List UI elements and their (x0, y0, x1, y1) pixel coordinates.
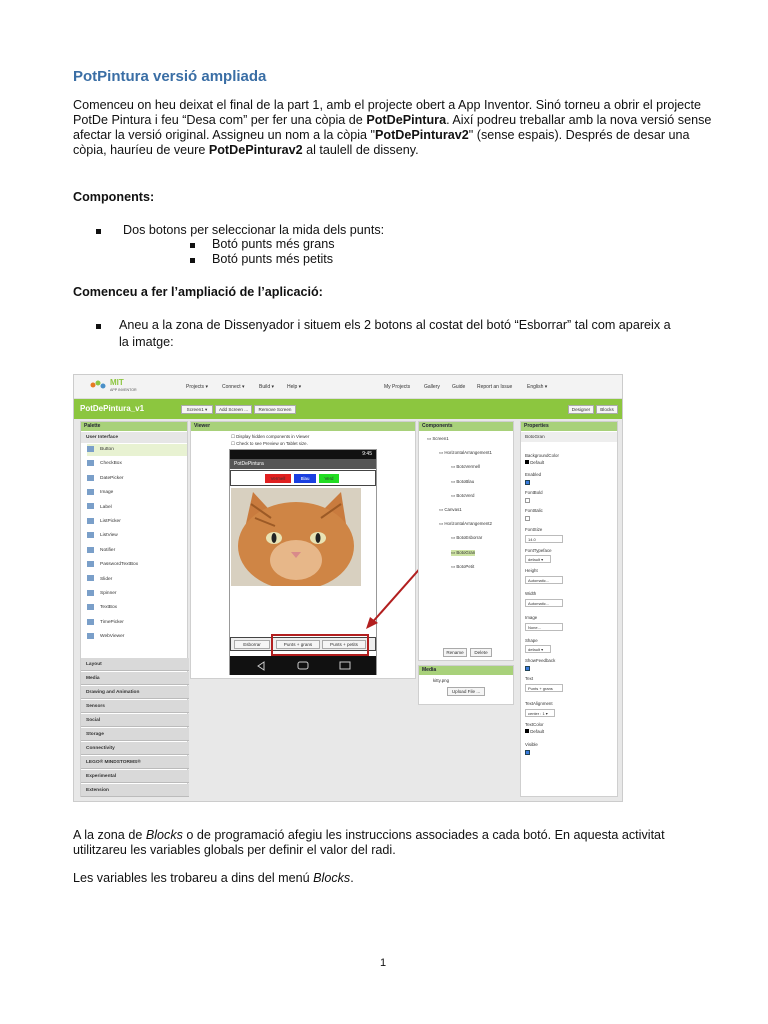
viewer-tablet-checkbox[interactable]: ☐ Check to see Preview on Tablet size. (231, 441, 308, 446)
palette-item-label: Slider (100, 576, 113, 582)
prop-height-input[interactable]: Automatic... (525, 576, 563, 584)
component-icon: ▭ (451, 549, 457, 555)
palette-item-webviewer[interactable] (87, 631, 187, 643)
palette-category[interactable]: Social (81, 714, 189, 727)
prop-fontitalic-label: FontItalic (525, 508, 543, 513)
palette-item-label: ListPicker (100, 519, 121, 524)
blocks-button[interactable]: Blocks (596, 405, 618, 414)
tree-item-label: BotoPetit (456, 563, 475, 569)
palette-category[interactable]: Layout (81, 658, 189, 671)
green-button[interactable]: Verd (319, 474, 339, 483)
prop-textalign-select[interactable]: center : 1 ▾ (525, 709, 555, 717)
components-heading: Components: (73, 190, 155, 204)
canvas-cat-image[interactable] (231, 488, 361, 586)
top-menu-bar (74, 375, 622, 399)
clear-button[interactable]: Esborrar (234, 640, 270, 649)
prop-enabled-checkbox[interactable] (525, 480, 530, 485)
prop-showfeedback-checkbox[interactable] (525, 666, 530, 671)
bullet-buttons: Dos botons per seleccionar la mida dels punts: (123, 223, 385, 237)
palette-item-notifier[interactable] (87, 545, 187, 557)
prop-enabled-label: Enabled (525, 472, 542, 477)
menu-build[interactable]: Build ▾ (259, 384, 275, 390)
intro-text: Comenceu on heu deixat el final de la part 1, amb el projecte obert a App Inventor. Sinó torneu a obrir el projecte PotDe Pintura i feu “Desa com” per fer una còpia de (73, 98, 701, 127)
tree-item-label: BotoBlau (456, 478, 475, 484)
menu-gallery[interactable]: Gallery (424, 384, 440, 390)
tree-item-label: BotoEsborrar (456, 535, 483, 541)
variables-text-pre: Les variables les trobareu a dins del menú (73, 871, 314, 885)
textbox-icon (87, 604, 94, 610)
palette-item-button[interactable] (87, 444, 187, 456)
prop-fontsize-label: FontSize (525, 527, 543, 532)
menu-connect[interactable]: Connect ▾ (222, 384, 245, 390)
menu-language[interactable]: English ▾ (527, 384, 548, 390)
variables-text-em: Blocks (313, 871, 351, 885)
prop-image-label: Image (525, 615, 538, 620)
blocks-text-post: o de programació afegiu les instruccions associades a cada botó. En aquesta activitat (182, 828, 665, 842)
palette-category[interactable]: Experimental (81, 770, 189, 783)
properties-title: Properties (521, 422, 617, 431)
sub-bullet-small: Botó punts més petits (212, 252, 334, 266)
prop-visible-checkbox[interactable] (525, 750, 530, 755)
sub-bullet-marker (190, 237, 195, 252)
prop-fontbold-checkbox[interactable] (525, 498, 530, 503)
intro-text: al taulell de disseny. (302, 143, 419, 157)
phone-nav-bar (230, 656, 376, 675)
menu-projects[interactable]: Projects ▾ (186, 384, 208, 390)
rename-button[interactable]: Rename (443, 648, 467, 657)
phone-status-bar (230, 450, 376, 459)
palette-item-slider[interactable] (87, 574, 187, 586)
bullet-marker (96, 318, 101, 333)
label-icon (87, 503, 94, 509)
slider-icon (87, 575, 94, 581)
palette-category[interactable]: Storage (81, 728, 189, 741)
tree-item-botoblau[interactable] (451, 479, 474, 485)
component-icon: ▭ (451, 464, 457, 470)
palette-item-label: Notifier (100, 547, 116, 553)
blocks-text-line2: utilitzareu les variables globals per definir el valor del radi. (73, 843, 396, 857)
properties-component: BotoGran (521, 432, 617, 442)
bullet-designer-line1: Aneu a la zona de Dissenyador i situem els 2 botons al costat del botó “Esborrar” tal com apareix a (119, 318, 671, 332)
logo-main: MIT (110, 378, 124, 387)
tree-item-botoverd[interactable] (451, 493, 474, 499)
palette-item-label: CheckBox (100, 461, 122, 467)
sub-bullet-big: Botó punts més grans (212, 237, 335, 251)
color-buttons-row (230, 470, 376, 486)
prop-text-input[interactable]: Punts + grans (525, 684, 563, 692)
project-toolbar (74, 399, 622, 419)
notifier-icon (87, 547, 94, 553)
palette-panel (80, 421, 188, 797)
highlight-box (271, 634, 369, 656)
prop-width-label: Width (525, 591, 537, 596)
component-icon: ▭ (439, 507, 445, 512)
blocks-paragraph (73, 828, 713, 858)
timepicker-icon (87, 619, 94, 625)
prop-shape-label: Shape (525, 638, 538, 643)
prop-textcolor-label: TextColor (525, 722, 544, 727)
blue-button[interactable]: Blau (294, 474, 316, 483)
palette-item-datepicker[interactable] (87, 473, 187, 485)
component-icon: ▭ (439, 521, 445, 527)
tree-item-label: HorizontalArrangement2 (444, 521, 492, 527)
media-file[interactable]: kitty.png (433, 678, 450, 683)
bullet-marker (96, 223, 101, 238)
menu-my-projects[interactable]: My Projects (384, 384, 411, 390)
intro-text: . Així podreu treballar amb la nova versió sense afectar la versió original. Assigneu un nom a la còpia " (73, 113, 712, 142)
menu-help[interactable]: Help ▾ (287, 384, 302, 390)
palette-item-passwordtextbox[interactable] (87, 559, 187, 571)
prop-image-input[interactable]: None... (525, 623, 563, 631)
tree-item-label: BotoVerd (456, 492, 475, 498)
prop-typeface-select[interactable]: default ▾ (525, 555, 551, 563)
prop-bgcolor-label: BackgroundColor (525, 453, 559, 458)
component-icon: ▭ (439, 450, 445, 456)
palette-item-image[interactable] (87, 487, 187, 499)
tree-item-label: BotoVermell (456, 464, 481, 470)
media-title: Media (419, 666, 513, 675)
prop-fontsize-input[interactable]: 14.0 (525, 535, 563, 543)
viewer-title: Viewer (191, 422, 415, 431)
palette-item-label: DatePicker (100, 475, 124, 481)
prop-textalign-label: TextAlignment (525, 701, 553, 706)
menu-guide[interactable]: Guide (452, 384, 466, 390)
passwordtextbox-icon (87, 561, 94, 567)
palette-item-label: TextBox (100, 605, 118, 611)
big-dots-button[interactable]: Punts + grans (276, 640, 320, 649)
page-number: 1 (380, 957, 387, 969)
palette-item-label: TimePicker (100, 619, 124, 625)
add-screen-button[interactable]: Add Screen ... (215, 405, 252, 414)
sub-bullet-marker (190, 252, 195, 267)
palette-item-checkbox[interactable] (87, 458, 187, 470)
tree-item-label: BotoGran (456, 549, 476, 555)
media-panel (418, 665, 514, 705)
tree-item-label: HorizontalArrangement1 (444, 450, 492, 456)
image-icon (87, 489, 94, 495)
checkbox-icon (87, 460, 94, 466)
designer-button[interactable]: Designer (568, 405, 594, 414)
palette-category[interactable]: LEGO® MINDSTORMS® (81, 756, 189, 769)
phone-title-bar: PotDePintura (230, 459, 376, 469)
menu-report-issue[interactable]: Report an Issue (477, 384, 513, 390)
intro-bold: PotDePinturav2 (208, 143, 303, 157)
palette-item-spinner[interactable] (87, 588, 187, 600)
logo-sub: APP INVENTOR (110, 388, 137, 392)
blocks-text-pre: A la zona de (73, 828, 146, 842)
page-title: PotPintura versió ampliada (73, 68, 267, 85)
variables-text-post: . (350, 871, 354, 885)
properties-panel (520, 421, 618, 797)
prop-height-label: Height (525, 568, 538, 573)
screen-select[interactable]: Screen1 ▾ (181, 405, 213, 414)
components-panel (418, 421, 514, 661)
palette-category[interactable]: Media (81, 672, 189, 685)
components-title: Components (419, 422, 513, 431)
tree-item-label: Screen1 (432, 436, 449, 441)
tree-item-label: Canvas1 (444, 507, 462, 512)
listpicker-icon (87, 518, 94, 524)
prop-showfeedback-label: ShowFeedback (525, 658, 556, 663)
component-icon: ▭ (451, 478, 457, 484)
intro-paragraph (73, 98, 713, 158)
palette-item-label[interactable] (87, 502, 187, 514)
webviewer-icon (87, 633, 94, 639)
prop-width-input[interactable]: Automatic... (525, 599, 563, 607)
small-dots-button[interactable]: Punts + petits (322, 640, 366, 649)
start-heading: Comenceu a fer l’ampliació de l’aplicació: (73, 285, 323, 299)
palette-item-timepicker[interactable] (87, 617, 187, 629)
palette-item-label: Spinner (100, 591, 117, 596)
palette-category[interactable]: Connectivity (81, 742, 189, 755)
phone-time: 9:45 (362, 451, 372, 457)
project-name: PotDePintura_v1 (80, 404, 145, 413)
bullet-designer-line2: la imatge: (119, 335, 174, 349)
prop-bgcolor-value[interactable]: Default (525, 460, 544, 465)
tree-item-screen1[interactable] (427, 436, 449, 442)
palette-category[interactable]: Drawing and Animation (81, 686, 189, 699)
tree-item-horizontalarrangement1[interactable] (439, 450, 492, 456)
tree-item-horizontalarrangement2[interactable] (439, 521, 492, 527)
remove-screen-button[interactable]: Remove Screen (254, 405, 296, 414)
mit-logo-icon (90, 379, 106, 391)
intro-bold: PotDePinturav2 (375, 128, 469, 142)
button-icon (87, 446, 94, 452)
tree-item-botovermell[interactable] (451, 464, 480, 470)
prop-shape-select[interactable]: default ▾ (525, 645, 551, 653)
tree-item-canvas1[interactable] (439, 507, 462, 513)
palette-category[interactable]: Sensors (81, 700, 189, 713)
palette-item-label: ListView (100, 533, 118, 539)
viewer-hidden-checkbox[interactable]: ☐ Display hidden components in Viewer (231, 434, 310, 439)
prop-visible-label: Visible (525, 742, 538, 747)
upload-file-button[interactable]: Upload File ... (447, 687, 485, 696)
component-icon: ▭ (427, 436, 433, 441)
prop-textcolor-value[interactable]: Default (525, 729, 544, 734)
listview-icon (87, 532, 94, 538)
component-icon: ▭ (451, 563, 457, 569)
palette-item-listview[interactable] (87, 530, 187, 542)
datepicker-icon (87, 475, 94, 481)
tree-item-botogran[interactable] (451, 550, 475, 556)
palette-title: Palette (81, 422, 187, 431)
delete-button[interactable]: Delete (470, 648, 492, 657)
prop-typeface-label: FontTypeface (525, 548, 552, 553)
palette-item-label: WebViewer (100, 634, 125, 640)
palette-category[interactable]: Extension (81, 784, 189, 797)
palette-item-label: PasswordTextBox (100, 562, 139, 568)
blocks-text-em: Blocks (145, 828, 183, 842)
component-icon: ▭ (451, 492, 457, 498)
palette-section[interactable]: User Interface (81, 432, 187, 443)
palette-item-listpicker[interactable] (87, 516, 187, 528)
palette-item-textbox[interactable] (87, 602, 187, 614)
palette-item-label: Image (100, 490, 114, 496)
tree-item-botopetit[interactable] (451, 564, 474, 570)
variables-paragraph (73, 871, 713, 886)
red-button[interactable]: Vermell (265, 474, 291, 483)
palette-item-label: Button (100, 447, 114, 452)
palette-item-label: Label (100, 504, 112, 510)
component-icon: ▭ (451, 535, 457, 541)
app-inventor-screenshot (73, 374, 623, 802)
intro-text: " (sense espais). Després de desar una còpia, hauríeu de veure (73, 128, 690, 157)
prop-text-label: Text (525, 676, 534, 681)
tree-item-botoesborrar[interactable] (451, 535, 482, 541)
spinner-icon (87, 590, 94, 596)
prop-fontitalic-checkbox[interactable] (525, 516, 530, 521)
intro-bold: PotDePintura (366, 113, 447, 127)
prop-fontbold-label: FontBold (525, 490, 543, 495)
